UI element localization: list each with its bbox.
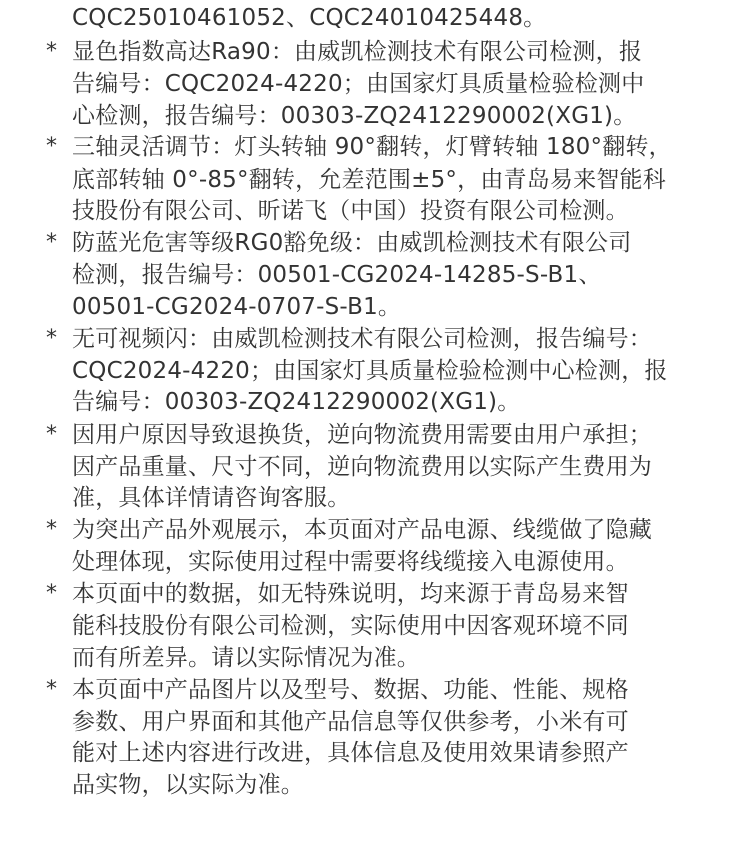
note-1-line-0: 显色指数高达Ra90：由威凯检测技术有限公司检测，报: [72, 39, 643, 65]
note-1-line-2: 心检测，报告编号：00303-ZQ2412290002(XG1)。: [72, 103, 637, 129]
note-7-line-0: 本页面中的数据，如无特殊说明，均来源于青岛易来智: [72, 581, 629, 607]
bullet-marker: *: [46, 39, 57, 64]
bullet-marker: *: [46, 134, 57, 159]
note-5-line-1: 因产品重量、尺寸不同，逆向物流费用以实际产生费用为: [72, 454, 652, 480]
note-7-line-2: 而有所差异。请以实际情况为准。: [72, 645, 420, 671]
bullet-marker: *: [46, 326, 57, 351]
note-4-line-2: 告编号：00303-ZQ2412290002(XG1)。: [72, 389, 521, 415]
note-2-line-2: 技股份有限公司、昕诺飞（中国）投资有限公司检测。: [72, 198, 629, 224]
note-3-line-0: 防蓝光危害等级RG0豁免级：由威凯检测技术有限公司: [72, 230, 632, 256]
bullet-marker: *: [46, 230, 57, 255]
note-5-line-0: 因用户原因导致退换货，逆向物流费用需要由用户承担；: [72, 422, 652, 448]
note-6-line-1: 处理体现，实际使用过程中需要将线缆接入电源使用。: [72, 549, 629, 575]
note-4-line-1: CQC2024-4220；由国家灯具质量检验检测中心检测，报: [72, 358, 668, 384]
note-5-line-2: 准，具体详情请咨询客服。: [72, 485, 351, 511]
note-4-line-0: 无可视频闪：由威凯检测技术有限公司检测，报告编号：: [72, 326, 652, 352]
note-0-line-0: CQC25010461052、CQC24010425448。: [72, 5, 547, 31]
bullet-marker: *: [46, 677, 57, 702]
note-2-line-1: 底部转轴 0°-85°翻转，允差范围±5°，由青岛易来智能科: [72, 167, 666, 193]
note-7-line-1: 能科技股份有限公司检测，实际使用中因客观环境不同: [72, 613, 629, 639]
note-8-line-2: 能对上述内容进行改进，具体信息及使用效果请参照产: [72, 740, 629, 766]
bullet-marker: *: [46, 517, 57, 542]
note-8-line-1: 参数、用户界面和其他产品信息等仅供参考，小米有可: [72, 709, 629, 735]
note-8-line-0: 本页面中产品图片以及型号、数据、功能、性能、规格: [72, 677, 629, 703]
bullet-marker: *: [46, 581, 57, 606]
note-3-line-1: 检测，报告编号：00501-CG2024-14285-S-B1、: [72, 262, 602, 288]
note-6-line-0: 为突出产品外观展示，本页面对产品电源、线缆做了隐藏: [72, 517, 652, 543]
note-1-line-1: 告编号：CQC2024-4220；由国家灯具质量检验检测中: [72, 71, 645, 97]
note-2-line-0: 三轴灵活调节：灯头转轴 90°翻转，灯臂转轴 180°翻转，: [72, 134, 672, 160]
note-8-line-3: 品实物，以实际为准。: [72, 772, 304, 798]
note-3-line-2: 00501-CG2024-0707-S-B1。: [72, 294, 402, 320]
bullet-marker: *: [46, 422, 57, 447]
